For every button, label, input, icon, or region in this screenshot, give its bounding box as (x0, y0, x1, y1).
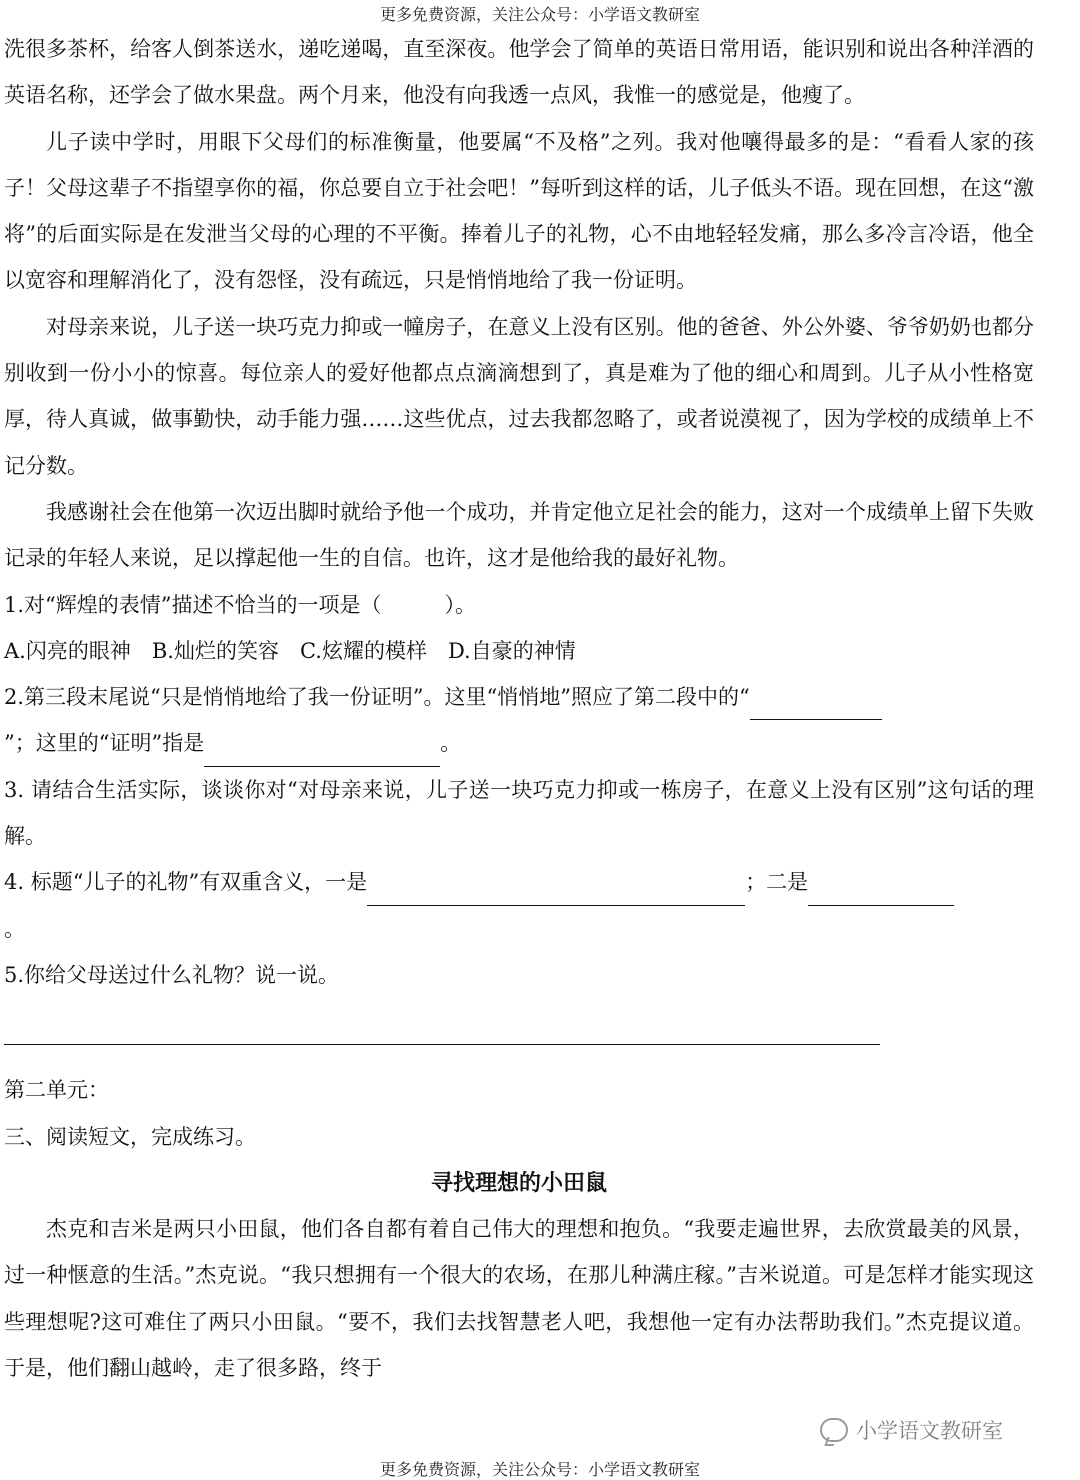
document-page (4, 26, 1034, 1391)
question-2-text: 2.第三段末尾说“只是悄悄地给了我一份证明”。这里“悄悄地”照应了第二段中的“ (4, 685, 750, 710)
question-2-end: 。 (440, 731, 462, 756)
answer-blank[interactable] (204, 736, 440, 767)
page-footer: 更多免费资源，关注公众号：小学语文教研室 (379, 1460, 700, 1479)
watermark (820, 1410, 1050, 1450)
question-2-continued (4, 720, 1034, 766)
answer-blank[interactable] (750, 689, 882, 720)
question-4 (4, 859, 1034, 905)
answer-line[interactable] (4, 1034, 880, 1045)
question-4-end: 。 (4, 916, 25, 941)
passage-paragraph: 杰克和吉米是两只小田鼠，他们各自都有着自己伟大的理想和抱负。“我要走遍世界，去欣赏最美的风景，过一种惬意的生活。”杰克说。“我只想拥有一个很大的农场，在那儿种满庄稼。”吉米说道。可是怎样才能实现这些理想呢?这可难住了两只小田鼠。“要不，我们去找智慧老人吧，我想他一定有办法帮助我们。”杰克提议道。于是，他们翻山越岭，走了很多路，终于 (4, 1217, 1034, 1381)
passage-title: 寻找理想的小田鼠 (430, 1169, 607, 1196)
question-1: 1.对“辉煌的表情”描述不恰当的一项是（ ）。 (4, 592, 477, 617)
wechat-icon (820, 1418, 848, 1442)
passage-paragraph: 对母亲来说，儿子送一块巧克力抑或一幢房子，在意义上没有区别。他的爸爸、外公外婆、爷爷奶奶也都分别收到一份小小的惊喜。每位亲人的爱好他都点点滴滴想到了，真是难为了他的细心和周到。儿子从小性格宽厚，待人真诚，做事勤快，动手能力强……这些优点，过去我都忽略了，或者说漠视了，因为学校的成绩单上不记分数。 (4, 314, 1034, 478)
watermark-text: 小学语文教研室 (856, 1419, 1003, 1443)
passage-paragraph: 我感谢社会在他第一次迈出脚时就给予他一个成功，并肯定他立足社会的能力，这对一个成绩单上留下失败记录的年轻人来说，足以撑起他一生的自信。也许，这才是他给我的最好礼物。 (4, 499, 1034, 571)
question-1-options: A.闪亮的眼神 B.灿烂的笑容 C.炫耀的模样 D.自豪的神情 (4, 638, 576, 663)
answer-blank[interactable] (367, 875, 745, 906)
section-instruction: 三、阅读短文，完成练习。 (4, 1124, 256, 1149)
page-header: 更多免费资源，关注公众号：小学语文教研室 (379, 5, 700, 24)
question-3: 3. 请结合生活实际，谈谈你对“对母亲来说，儿子送一块巧克力抑或一栋房子，在意义上没有区别”这句话的理解。 (4, 777, 1034, 849)
question-2-text-b: ”；这里的“证明”指是 (4, 731, 205, 756)
question-4-text-b: ；二是 (745, 870, 809, 895)
question-5: 5.你给父母送过什么礼物？说一说。 (4, 962, 340, 987)
question-2 (4, 674, 1034, 720)
question-4-text: 4. 标题“儿子的礼物”有双重含义，一是 (4, 870, 368, 895)
unit-heading: 第二单元： (4, 1078, 109, 1103)
answer-blank[interactable] (808, 875, 954, 906)
passage-paragraph: 洗很多茶杯，给客人倒茶送水，递吃递喝，直至深夜。他学会了简单的英语日常用语，能识别和说出各种洋酒的英语名称，还学会了做水果盘。两个月来，他没有向我透一点风，我惟一的感觉是，他瘦了。 (4, 37, 1034, 108)
passage-paragraph: 儿子读中学时，用眼下父母们的标准衡量，他要属“不及格”之列。我对他嚷得最多的是：“看看人家的孩子！父母这辈子不指望享你的福，你总要自立于社会吧！”每听到这样的话，儿子低头不语。现在回想，在这“激将”的后面实际是在发泄当父母的心理的不平衡。捧着儿子的礼物，心不由地轻轻发痛，那么多冷言冷语，他全以宽容和理解消化了，没有怨怪，没有疏远，只是悄悄地给了我一份证明。 (4, 129, 1034, 293)
